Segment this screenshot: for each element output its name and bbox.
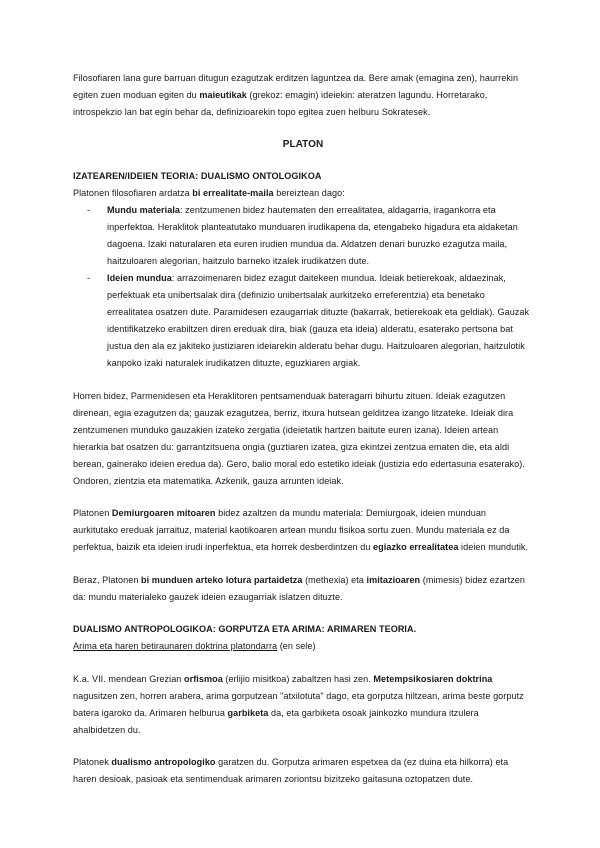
underlined-text: Arima eta haren betiraunaren doktrina platondarra xyxy=(73,641,278,651)
bold-term: bi munduen arteko lotura partaidetza xyxy=(141,574,303,585)
text-run: (erlijio misitkoa) zabaltzen hasi zen. xyxy=(222,673,374,684)
paragraph-intro xyxy=(73,70,533,121)
text-run: : zentzumenen bidez hautematen den errealitatea, aldagarria, iragankorra eta inperfektoa. Heraklitok planteatutako munduaren irudikapena da, etengabeko higadura eta aldaketan dagoena. Izaki naturalaren eta euren irudien mundua da. Aldatzen denari buruzko ezagutza maila, haitzuloaren alegorian, haitzulo barneko itzalek irudikatzen dute. xyxy=(107,205,518,266)
document-page xyxy=(73,70,533,788)
text-run: : arrazoimenaren bidez ezagut daitekeen mundua. Ideiak betierekoak, aldaezinak, perfektuak eta unibertsalak dira (definizio unibertsalak aurkitzeko erreferentzia) eta benetako errealitatea osatzen dute. Paramidesen ezaugarriak dituzte (bakarrak, betierekoak eta geldiak). Gauzak identifikatzeko erabiltzen diren ereduak dira, biak (gauza eta ideia) alderatu, esaterako pertsona bat justua den ala ez jakiteko justiziaren ideiarekin alderatu behar dugu. Haitzuloaren alegorian, haitzulotik kanpoko izaki naturalek irudikatzen dituzte, eguzkiaren argiak. xyxy=(107,273,530,368)
bold-term: orfismoa xyxy=(184,673,223,684)
text-run: garatzen du. Gorputza arimaren espetxea da (ez duina eta hilkorra) eta haren desioak, pasioak eta sentimenduak arimaren zoriontsu bizitzeko gaitasuna oztopatzen dute. xyxy=(73,757,509,784)
heading-izatearen-teoria: IZATEAREN/IDEIEN TEORIA: DUALISMO ONTOLOGIKOA xyxy=(73,171,322,181)
paragraph-dualismo-antropologiko xyxy=(73,754,533,788)
bold-term: Mundu materiala xyxy=(107,205,181,215)
bold-term: dualismo antropologiko xyxy=(111,757,216,767)
bold-term: imitazioaren xyxy=(366,574,421,585)
list-item xyxy=(73,270,533,372)
bold-term: bi errealitate-maila xyxy=(192,188,274,198)
bullet-text-mundu-materiala xyxy=(107,205,518,266)
text-run: Platonen filosofiaren ardatza xyxy=(73,188,193,198)
bold-term: Ideien mundua xyxy=(107,273,172,283)
text-run: Platonek xyxy=(73,757,112,767)
text-run: (grekoz: emagin) ideiekin: ateratzen lagundu. Horretarako, introspekzio lan bat egin behar da, definizioarekin topo egitea zuen helburu Sokratesek. xyxy=(73,90,488,117)
bold-term: maieutikak xyxy=(199,90,247,100)
bold-term: egiazko errealitatea xyxy=(373,542,459,552)
bold-term: garbiketa xyxy=(227,707,269,718)
text-run: nagusitzen zen, horren arabera, arima gorputzean "atxilotuta" dago, eta gorputza hiltzean, arima beste gorputz batera igaroko da. Arimaren helburua xyxy=(73,690,524,718)
text-run: (methexia) eta xyxy=(302,574,367,585)
text-run: bereiztean dago: xyxy=(273,188,345,198)
list-item xyxy=(73,202,533,270)
text-run: Platonen xyxy=(73,508,112,518)
text-run: ideien mundutik. xyxy=(458,542,529,552)
bold-term: Demiurgoaren mitoaren xyxy=(111,508,216,518)
subheading-arima xyxy=(73,638,533,655)
paragraph-orfismoa xyxy=(73,671,533,739)
paragraph-demiurgoa xyxy=(73,505,533,556)
text-run: da, eta garbiketa osoak jainkozko mundura itzulera ahalbidetzen du. xyxy=(73,707,479,735)
bullet-text-ideien-mundua xyxy=(107,273,529,368)
text-run: Filosofiaren lana gure barruan ditugun ezagutzak erditzen laguntzea da. Bere amak (emagina zen), haurrekin egiten zuen moduan egiten du xyxy=(73,73,519,100)
text-run: K.a. VII. mendean Grezian xyxy=(73,673,184,684)
heading-dualismo-antropologikoa: DUALISMO ANTROPOLOGIKOA: GORPUTZA ETA ARIMA: ARIMAREN TEORIA. xyxy=(73,624,417,634)
text-run: Horren bidez, Parmenidesen eta Heraklitoren pentsamenduak bateragarri bihurtu zituen. Ideiak ezagutzen direnean, egia ezagutzen da; gauzak ezagutzea, berriz, itxura hutsean gelditzea izango litzateke. Ideiak dira zentzumenen munduko gauzakien izateko zergatia (ideietatik hartzen baitute euren izana). Ideien artean hierarkia bat osatzen du: garrantzitsuena ongia (guztiaren izatea, giza ekintzei zentzua ematen die, eta aldi berean, gainerako ideien eredua da). Gero, balio moral edo estetiko ideiak (justizia edo edertasuna esaterako). Ondoren, zientzia eta matematika. Azkenik, gauza arrunten ideiak. xyxy=(73,390,525,486)
paragraph-beraz xyxy=(73,572,533,606)
text-run: bidez azaltzen da mundu materiala: Demiurgoak, ideien munduan aurkitutako ereduak jarraituz, material kaotikoaren artean mundu fisikoa sortu zuen. Mundu materiala ez da perfektua, baizik eta ideien irudi inperfektua, eta horrek desberdintzen du xyxy=(73,508,510,552)
text-run: (mimesis) bidez ezartzen da: mundu materialeko gauzek ideien ezaugarriak islatzen dituzte. xyxy=(73,574,526,602)
text-run: Beraz, Platonen xyxy=(73,574,142,585)
text-run: (en sele) xyxy=(277,641,316,651)
bold-term: Metempsikosiaren doktrina xyxy=(373,673,493,684)
bullet-dash: - xyxy=(87,205,91,215)
paragraph-ardatza xyxy=(73,185,533,202)
paragraph-horren-bidez xyxy=(73,388,533,490)
bullet-list-mundu xyxy=(73,202,533,372)
bullet-dash: - xyxy=(87,273,91,283)
section-title: PLATON xyxy=(282,139,324,150)
